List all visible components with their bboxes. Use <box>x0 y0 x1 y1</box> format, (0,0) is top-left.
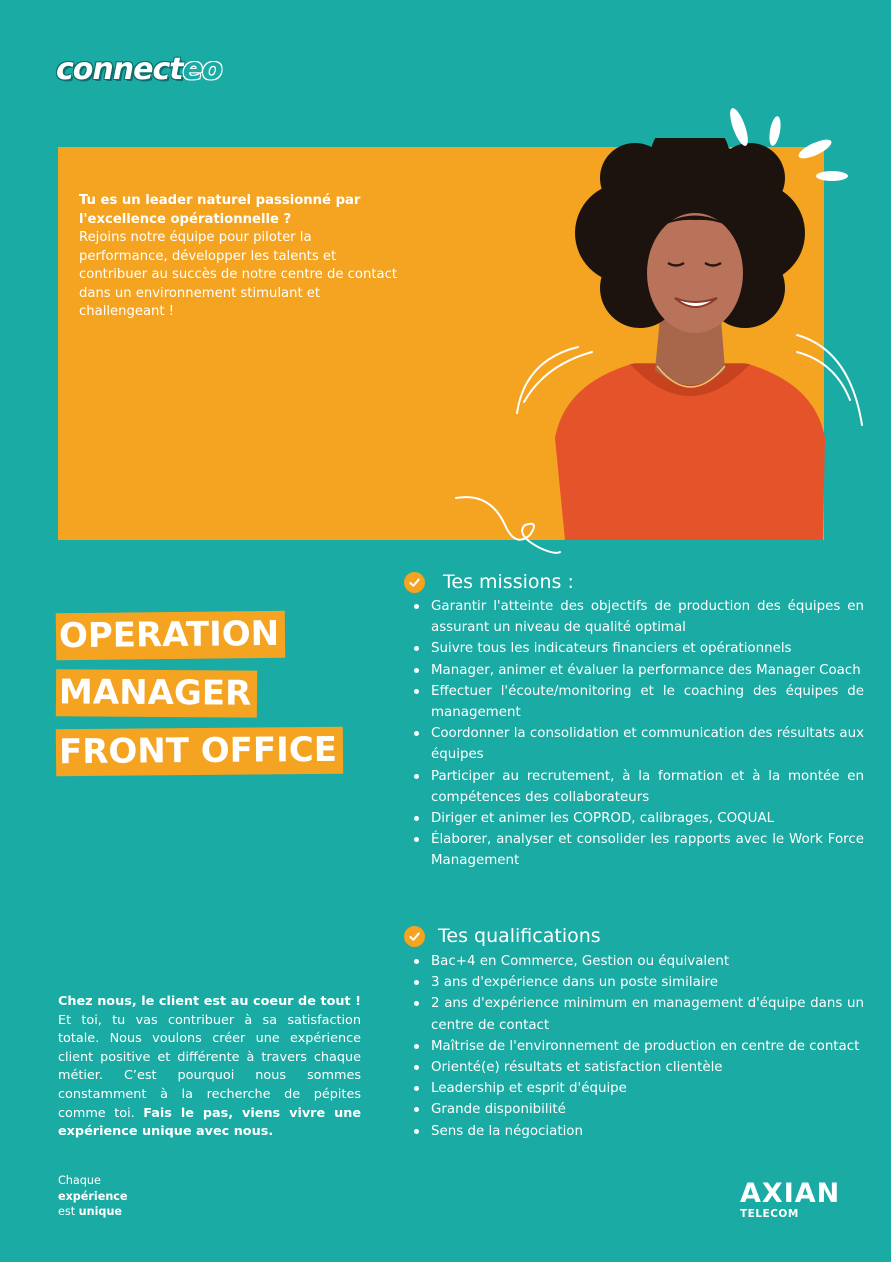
missions-list <box>412 596 864 872</box>
qualification-item: 3 ans d'expérience dans un poste similaire <box>412 972 864 993</box>
hero-body: Rejoins notre équipe pour piloter la performance, développer les talents et contribuer au succès de notre centre de contact dans un environnement stimulant et challengeant ! <box>79 230 397 319</box>
mission-item: Effectuer l'écoute/monitoring et le coaching des équipes de management <box>412 681 864 723</box>
qualification-item: Leadership et esprit d'équipe <box>412 1078 864 1099</box>
missions-heading <box>404 571 574 593</box>
check-icon <box>404 572 425 593</box>
qualification-item: Maîtrise de l'environnement de production en centre de contact <box>412 1036 864 1057</box>
job-title-line-3: FRONT OFFICE <box>56 727 343 777</box>
logo-accent: eo <box>182 52 222 87</box>
qualification-item: Orienté(e) résultats et satisfaction clientèle <box>412 1057 864 1078</box>
mission-item: Garantir l'atteinte des objectifs de production des équipes en assurant un niveau de qualité optimal <box>412 596 864 638</box>
hero-lead: Tu es un leader naturel passionné par l'excellence opérationnelle ? <box>79 193 361 227</box>
check-icon <box>404 926 425 947</box>
tagline-word-1: Chaque <box>58 1174 101 1187</box>
qualification-item: Bac+4 en Commerce, Gestion ou équivalent <box>412 951 864 972</box>
qualifications-heading-text: Tes qualifications <box>438 925 601 947</box>
axian-telecom-logo <box>740 1180 840 1220</box>
hero-text <box>79 192 399 322</box>
mission-item: Élaborer, analyser et consolider les rapports avec le Work Force Management <box>412 829 864 871</box>
tagline <box>58 1173 128 1220</box>
axian-sub: TELECOM <box>740 1208 799 1220</box>
tagline-word-4: unique <box>78 1205 122 1218</box>
about-paragraph <box>58 993 361 1142</box>
about-body: Et toi, tu vas contribuer à sa satisfaction totale. Nous voulons créer une expérience client positive et différente à travers chaque métier. C’est pourquoi nous sommes constamment à la recherche de pépites comme toi. <box>58 1012 361 1121</box>
tagline-word-3: est <box>58 1205 76 1218</box>
mission-item: Diriger et animer les COPROD, calibrages, COQUAL <box>412 808 864 829</box>
about-lead: Chez nous, le client est au coeur de tout ! <box>58 994 361 1009</box>
mission-item: Participer au recrutement, à la formation et à la montée en compétences des collaborateurs <box>412 766 864 808</box>
qualification-item: Sens de la négociation <box>412 1121 864 1142</box>
logo-main: connect <box>56 52 183 87</box>
job-title-line-1: OPERATION <box>56 611 286 660</box>
job-title <box>56 612 343 786</box>
qualifications-heading <box>404 925 601 947</box>
job-title-line-2: MANAGER <box>56 669 258 717</box>
about-cta: Fais le pas, viens vivre une expérience unique avec nous. <box>58 1105 362 1140</box>
qualifications-list <box>412 951 864 1142</box>
tagline-word-2: expérience <box>58 1189 128 1203</box>
missions-heading-text: Tes missions : <box>443 571 574 593</box>
mission-item: Suivre tous les indicateurs financiers et opérationnels <box>412 638 864 659</box>
qualification-item: Grande disponibilité <box>412 1099 864 1120</box>
mission-item: Coordonner la consolidation et communication des résultats aux équipes <box>412 723 864 765</box>
connecteo-logo <box>56 52 222 87</box>
qualification-item: 2 ans d'expérience minimum en management d'équipe dans un centre de contact <box>412 993 864 1035</box>
smiling-woman-photo <box>545 138 835 540</box>
mission-item: Manager, animer et évaluer la performance des Manager Coach <box>412 660 864 681</box>
axian-name: AXIAN <box>740 1178 841 1209</box>
